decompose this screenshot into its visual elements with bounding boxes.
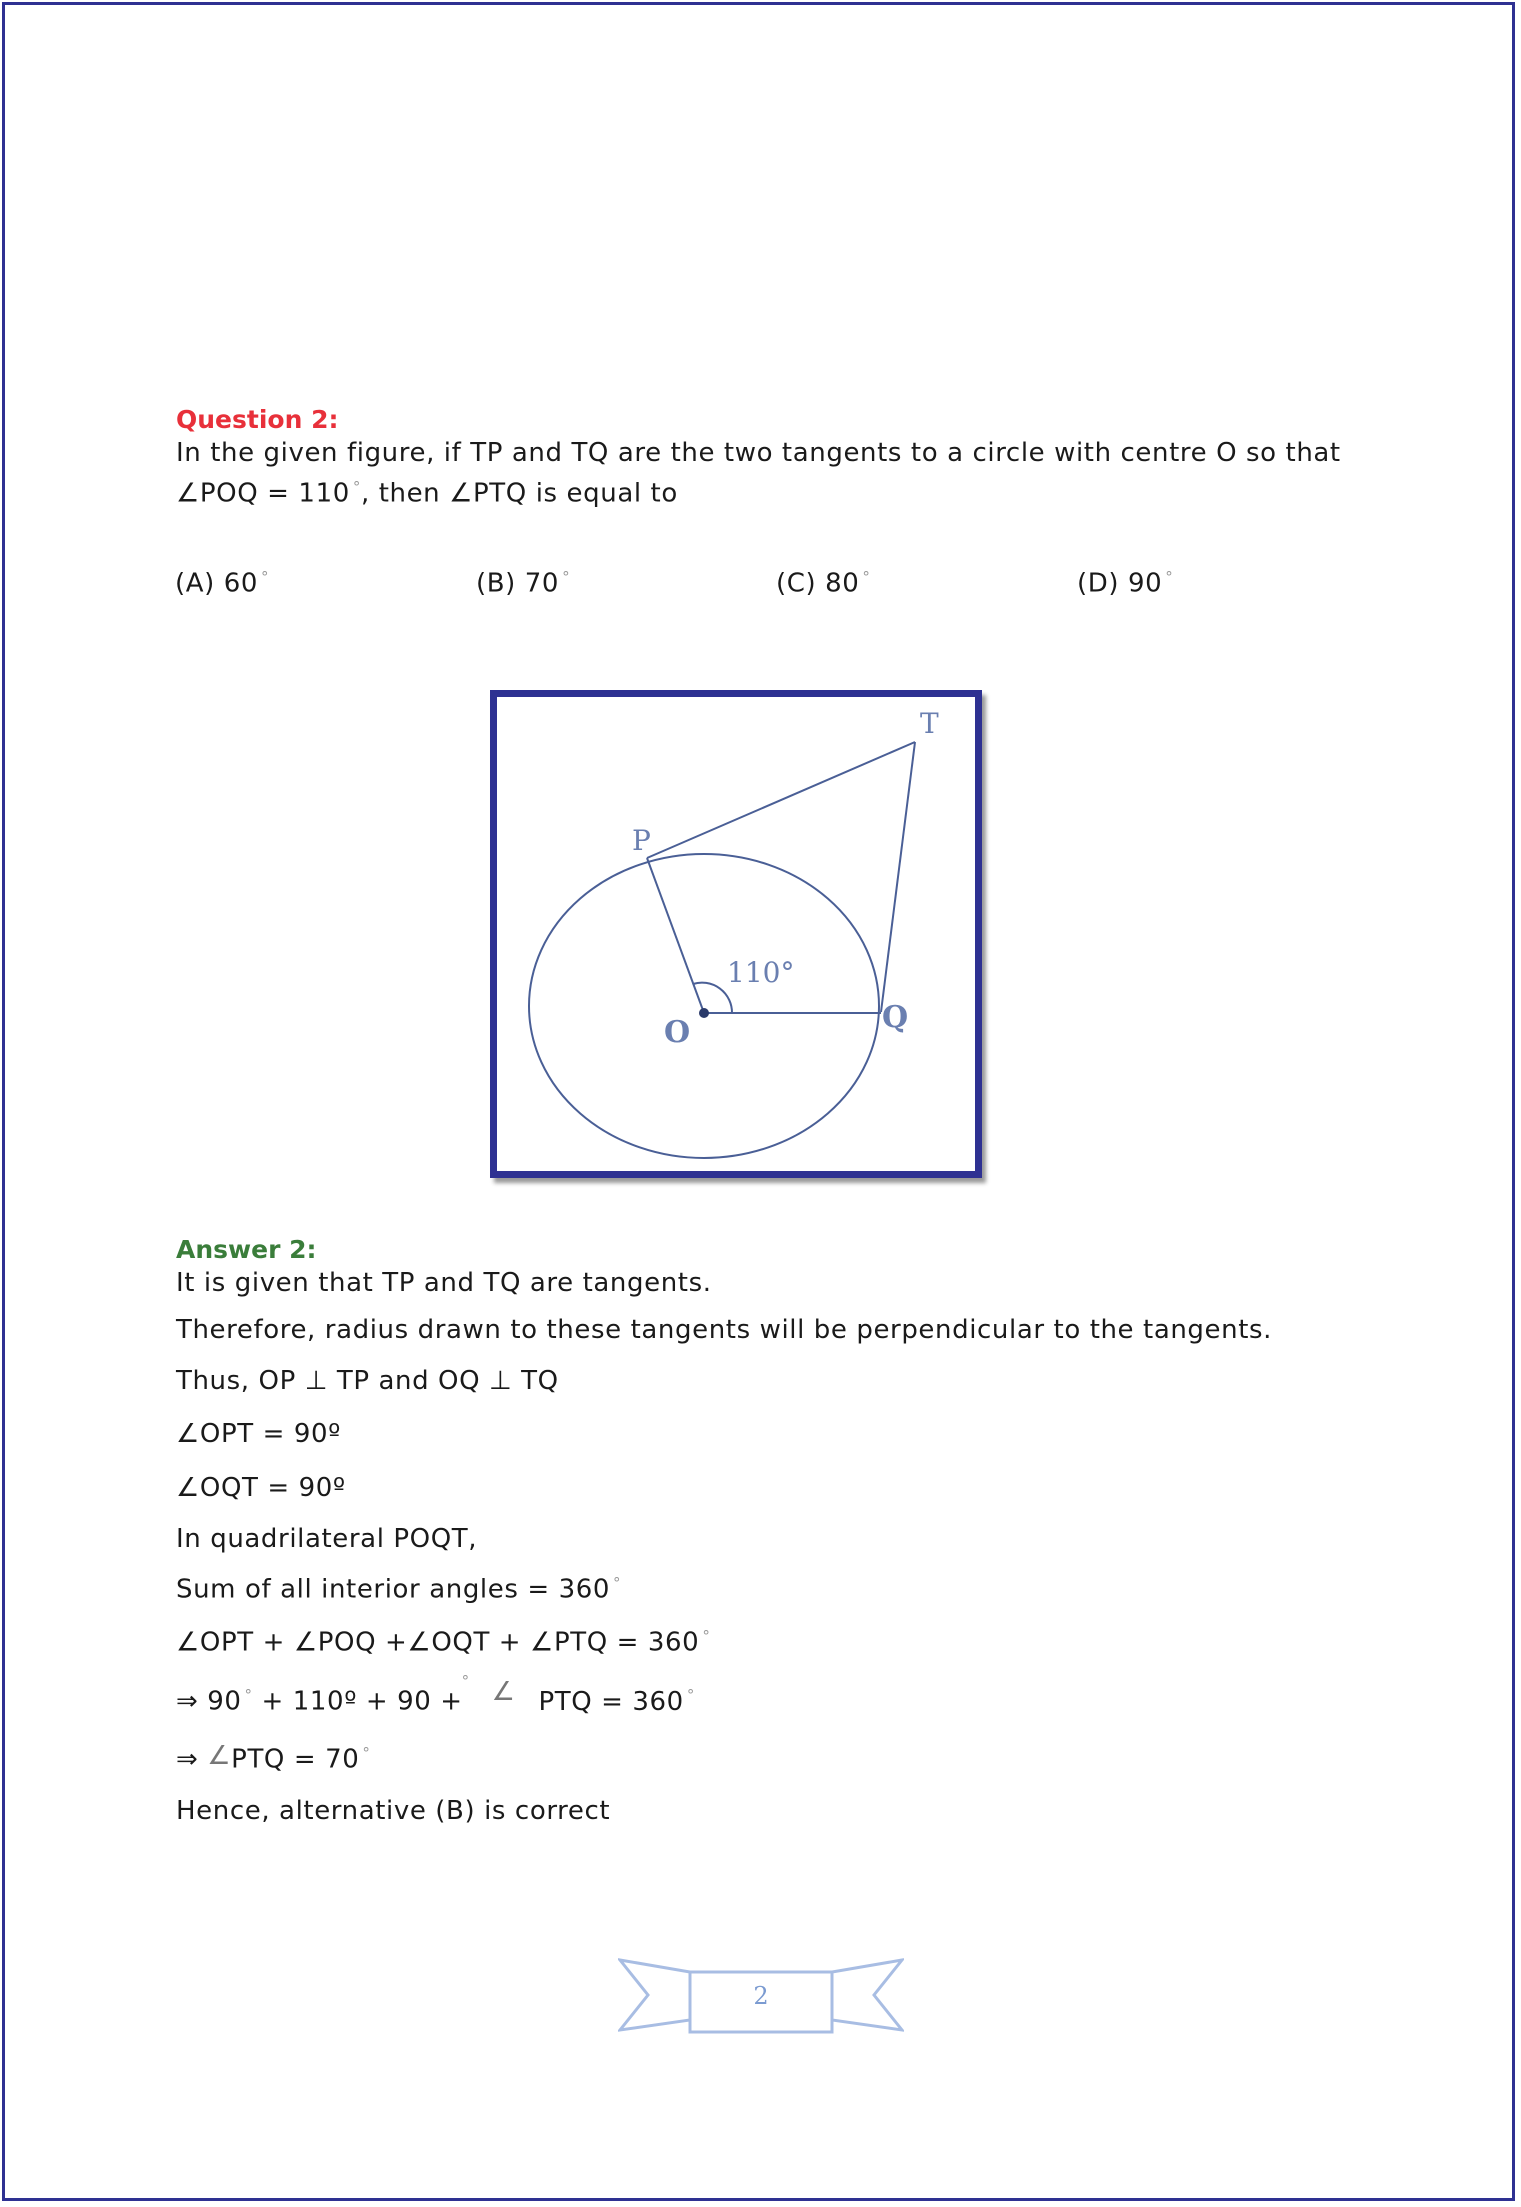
option-c: (C) 80 ° xyxy=(776,568,871,599)
page-number: 2 xyxy=(753,1982,769,2010)
question-heading: Question 2: xyxy=(176,405,339,434)
answer-line-4: ∠OPT = 90º xyxy=(176,1419,341,1449)
label-t: T xyxy=(920,707,939,740)
label-angle-110: 110° xyxy=(727,956,795,989)
answer-line-5: ∠OQT = 90º xyxy=(176,1473,346,1503)
option-b: (B) 70 ° xyxy=(476,568,571,599)
option-a: (A) 60 ° xyxy=(175,568,270,599)
tangent-tp xyxy=(647,742,915,858)
label-q: Q xyxy=(882,1000,909,1035)
option-d: (D) 90 ° xyxy=(1077,568,1174,599)
answer-line-9: ⇒ 90 ° + 110º + 90 + ° ∠ PTQ = 360 ° xyxy=(176,1672,695,1717)
page-number-ribbon xyxy=(618,1958,904,2040)
radius-op xyxy=(647,858,704,1013)
circle-tangent-diagram xyxy=(497,697,975,1171)
answer-line-6: In quadrilateral POQT, xyxy=(176,1524,478,1554)
tangent-tq xyxy=(881,742,915,1012)
answer-line-2: Therefore, radius drawn to these tangents will be perpendicular to the tangents. xyxy=(176,1315,1273,1345)
answer-line-7: Sum of all interior angles = 360 ° xyxy=(176,1574,622,1605)
label-p: P xyxy=(632,824,651,857)
geometry-figure xyxy=(490,690,982,1178)
answer-line-10: ⇒ ∠PTQ = 70 ° xyxy=(176,1740,371,1775)
answer-line-8: ∠OPT + ∠POQ +∠OQT + ∠PTQ = 360 ° xyxy=(176,1627,711,1658)
question-line-2 xyxy=(176,478,678,509)
question-line-1: In the given figure, if TP and TQ are the two tangents to a circle with centre O so that xyxy=(176,438,1341,468)
answer-line-3: Thus, OP ⊥ TP and OQ ⊥ TQ xyxy=(176,1366,559,1396)
answer-heading: Answer 2: xyxy=(176,1235,317,1264)
question-angle-poq: ∠POQ = 110 xyxy=(176,478,350,509)
question-line-2-rest: , then ∠PTQ is equal to xyxy=(360,478,678,509)
answer-line-1: It is given that TP and TQ are tangents. xyxy=(176,1268,712,1298)
label-o: O xyxy=(664,1015,691,1050)
centre-point xyxy=(699,1008,709,1018)
circle xyxy=(529,854,879,1158)
answer-line-11: Hence, alternative (B) is correct xyxy=(176,1796,611,1826)
degree-symbol: ° xyxy=(352,478,361,496)
